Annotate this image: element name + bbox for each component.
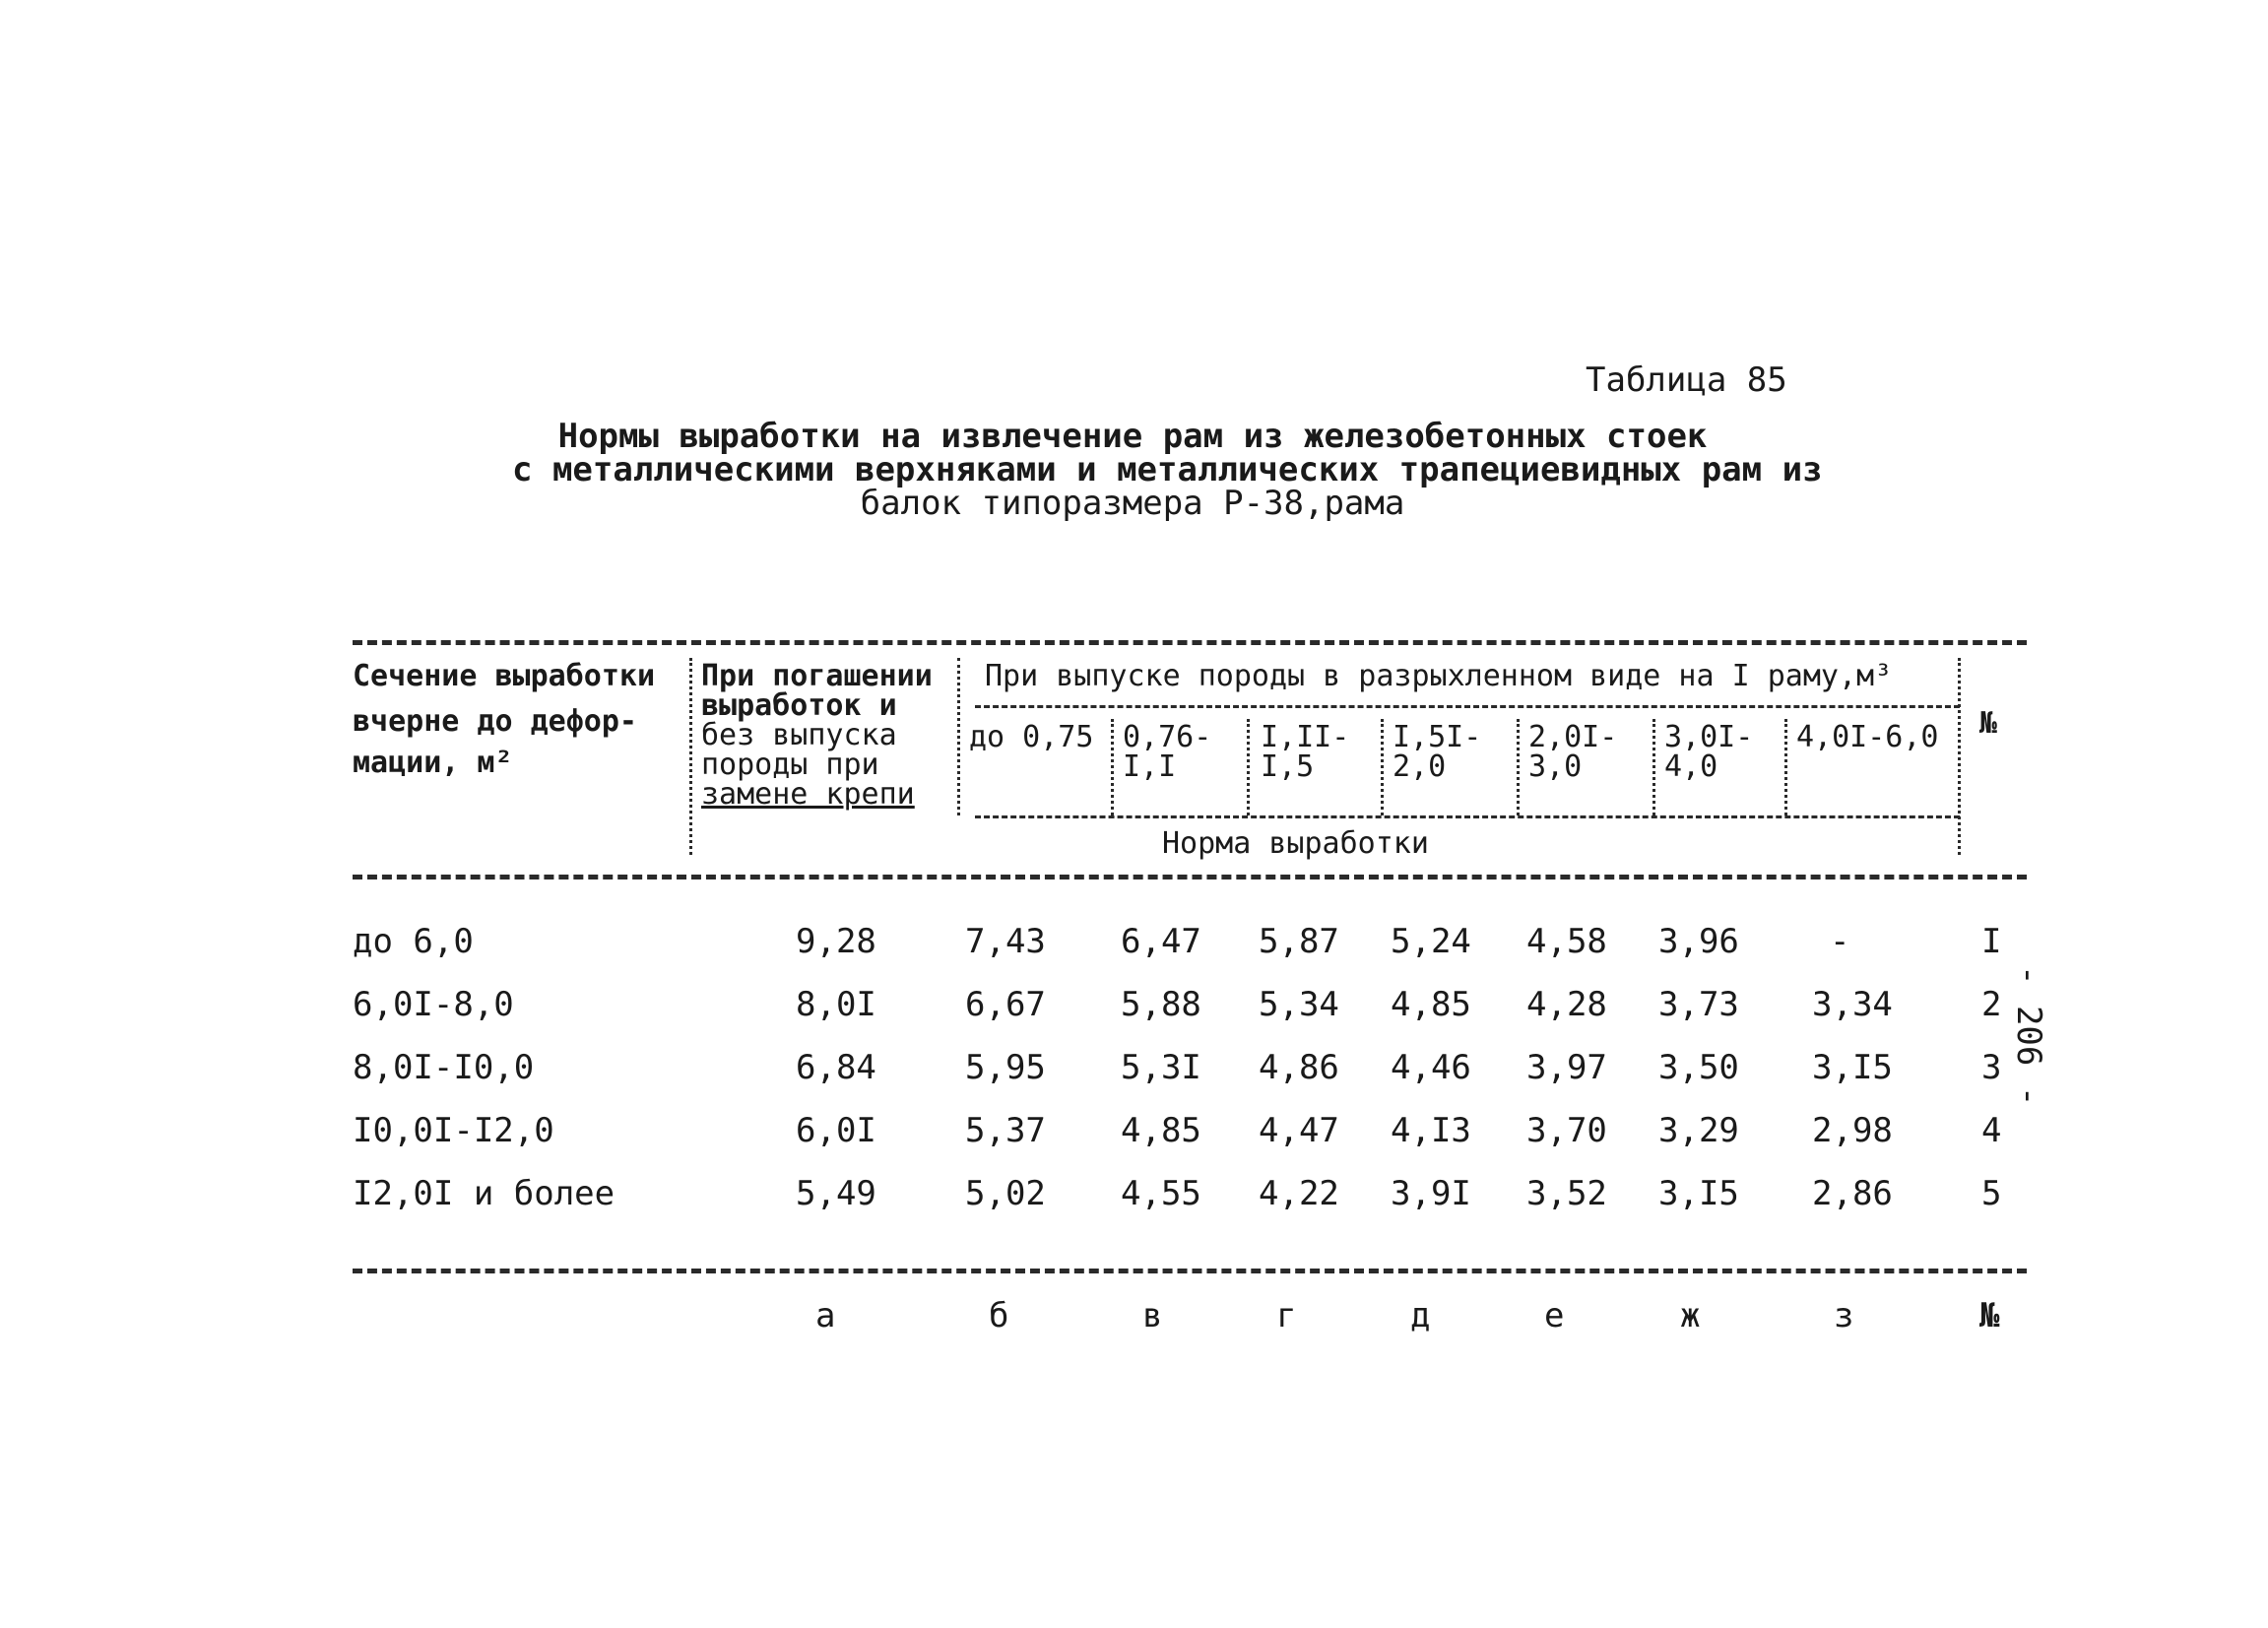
- row-1-col-e: 4,58: [1526, 922, 1607, 961]
- header-col-a-line-1: При погашении: [701, 659, 933, 693]
- header-separator: [1784, 719, 1787, 815]
- subheader-d-line-1: I,5I-: [1393, 720, 1482, 754]
- subheader-v-line-2: I,I: [1123, 749, 1177, 784]
- row-4-col-v: 4,85: [1121, 1111, 1201, 1150]
- row-2-col-z: 3,34: [1812, 985, 1893, 1024]
- footer-letter-d: д: [1410, 1296, 1431, 1335]
- row-1-col-a: 9,28: [796, 922, 876, 961]
- row-2-col-v: 5,88: [1121, 985, 1201, 1024]
- header-bottom-border: [353, 875, 2027, 879]
- row-2-col-d: 4,85: [1391, 985, 1471, 1024]
- row-5-col-zh: 3,I5: [1658, 1174, 1739, 1213]
- group-header-underline: [975, 705, 1960, 708]
- row-2-col-b: 6,67: [965, 985, 1046, 1024]
- table-heading-line-1: Нормы выработки на извлечение рам из железобетонных стоек: [557, 417, 1708, 456]
- row-5-col-e: 3,52: [1526, 1174, 1607, 1213]
- row-3-col-zh: 3,50: [1658, 1048, 1739, 1087]
- header-separator: [1111, 719, 1114, 815]
- header-col-a-line-5: замене крепи: [701, 777, 915, 812]
- header-separator: [1381, 719, 1384, 815]
- header-separator: [1652, 719, 1655, 815]
- footer-letter-z: з: [1834, 1296, 1854, 1335]
- table-label: Таблица 85: [1586, 360, 1787, 400]
- row-5-col-d: 3,9I: [1391, 1174, 1471, 1213]
- footer-letter-zh: ж: [1680, 1296, 1701, 1335]
- header-col-a-line-3: без выпуска: [701, 718, 897, 752]
- row-5-col-z: 2,86: [1812, 1174, 1893, 1213]
- page-number: - 206 -: [2009, 965, 2048, 1107]
- subheader-v-line-1: 0,76-: [1123, 720, 1212, 754]
- row-1-col-g: 5,87: [1259, 922, 1339, 961]
- subheader-zh-line-2: 4,0: [1664, 749, 1718, 784]
- row-1-num: I: [1981, 922, 2002, 961]
- row-5-col-a: 5,49: [796, 1174, 876, 1213]
- row-2-col-g: 5,34: [1259, 985, 1339, 1024]
- row-3-col-e: 3,97: [1526, 1048, 1607, 1087]
- subheader-e-line-2: 3,0: [1528, 749, 1583, 784]
- row-3-col-g: 4,86: [1259, 1048, 1339, 1087]
- footer-letter-g: г: [1276, 1296, 1297, 1335]
- row-3-col-z: 3,I5: [1812, 1048, 1893, 1087]
- footer-letter-v: в: [1142, 1296, 1163, 1335]
- header-separator: [689, 658, 692, 855]
- row-1-col-z: -: [1830, 922, 1850, 961]
- subheader-d-line-2: 2,0: [1393, 749, 1447, 784]
- row-4-col-g: 4,47: [1259, 1111, 1339, 1150]
- table-heading-line-2: с металлическими верхняками и металлических трапециевидных рам из: [512, 450, 1823, 489]
- row-4-col-b: 5,37: [965, 1111, 1046, 1150]
- header-section-line-1: Сечение выработки: [353, 659, 656, 693]
- row-5-section: I2,0I и более: [353, 1174, 616, 1213]
- header-group: При выпуске породы в разрыхленном виде на I раму,м³: [985, 659, 1893, 693]
- row-1-col-b: 7,43: [965, 922, 1046, 961]
- subheader-underline: [975, 815, 1960, 818]
- row-1-col-v: 6,47: [1121, 922, 1201, 961]
- row-4-col-z: 2,98: [1812, 1111, 1893, 1150]
- row-4-col-a: 6,0I: [796, 1111, 876, 1150]
- subheader-e-line-1: 2,0I-: [1528, 720, 1618, 754]
- subheader-z: 4,0I-6,0: [1796, 720, 1939, 754]
- row-2-num: 2: [1981, 985, 2002, 1024]
- header-num: №: [1979, 706, 1998, 741]
- header-separator: [1958, 658, 1961, 855]
- footer-num: №: [1979, 1296, 2000, 1335]
- row-4-col-e: 3,70: [1526, 1111, 1607, 1150]
- subheader-zh-line-1: 3,0I-: [1664, 720, 1754, 754]
- subheader-g-line-2: I,5: [1261, 749, 1315, 784]
- row-2-col-e: 4,28: [1526, 985, 1607, 1024]
- row-3-col-b: 5,95: [965, 1048, 1046, 1087]
- footer-letter-e: е: [1544, 1296, 1565, 1335]
- header-separator: [957, 658, 960, 815]
- row-4-section: I0,0I-I2,0: [353, 1111, 554, 1150]
- row-1-col-zh: 3,96: [1658, 922, 1739, 961]
- row-5-col-b: 5,02: [965, 1174, 1046, 1213]
- row-3-num: 3: [1981, 1048, 2002, 1087]
- header-col-a-line-2: выработок и: [701, 688, 897, 723]
- row-5-col-g: 4,22: [1259, 1174, 1339, 1213]
- header-section-line-3: мации, м²: [353, 746, 513, 780]
- row-1-section: до 6,0: [353, 922, 474, 961]
- row-2-col-zh: 3,73: [1658, 985, 1739, 1024]
- row-2-col-a: 8,0I: [796, 985, 876, 1024]
- header-section-line-2: вчерне до дефор-: [353, 704, 637, 739]
- table-top-border: [353, 640, 2027, 645]
- row-2-section: 6,0I-8,0: [353, 985, 514, 1024]
- row-5-col-v: 4,55: [1121, 1174, 1201, 1213]
- header-col-a-line-4: породы при: [701, 748, 879, 782]
- subheader-g-line-1: I,II-: [1261, 720, 1350, 754]
- row-3-col-a: 6,84: [796, 1048, 876, 1087]
- table-bottom-border: [353, 1269, 2027, 1273]
- row-3-col-d: 4,46: [1391, 1048, 1471, 1087]
- header-norm: Норма выработки: [1162, 826, 1429, 861]
- row-1-col-d: 5,24: [1391, 922, 1471, 961]
- header-separator: [1247, 719, 1250, 815]
- header-separator: [1517, 719, 1520, 815]
- row-4-num: 4: [1981, 1111, 2002, 1150]
- row-3-col-v: 5,3I: [1121, 1048, 1201, 1087]
- row-4-col-zh: 3,29: [1658, 1111, 1739, 1150]
- footer-letter-b: б: [989, 1296, 1009, 1335]
- row-3-section: 8,0I-I0,0: [353, 1048, 535, 1087]
- table-heading-line-3: балок типоразмера Р-38,рама: [860, 484, 1405, 523]
- row-4-col-d: 4,I3: [1391, 1111, 1471, 1150]
- subheader-b: до 0,75: [969, 720, 1094, 754]
- footer-letter-a: а: [815, 1296, 836, 1335]
- row-5-num: 5: [1981, 1174, 2002, 1213]
